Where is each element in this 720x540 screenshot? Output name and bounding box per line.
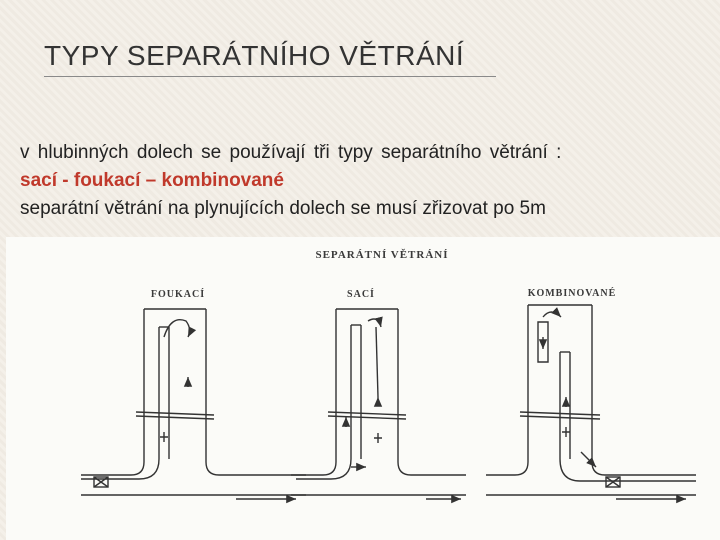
ventilation-diagram bbox=[6, 237, 720, 540]
slide-body bbox=[20, 139, 703, 223]
diagram-kombinovane bbox=[486, 305, 696, 499]
slide-title: TYPY SEPARÁTNÍHO VĚTRÁNÍ bbox=[44, 40, 465, 71]
body-line-1 bbox=[20, 139, 703, 167]
title-underline bbox=[44, 76, 496, 77]
diagram-foukaci bbox=[81, 309, 306, 499]
body-line-3: separátní větrání na plynujících dolech se musí zřizovat po 5m bbox=[20, 198, 546, 219]
body-line-1-text: v hlubinných dolech se používají tři typy separátního větrání : bbox=[20, 142, 562, 163]
ventilation-diagram-svg bbox=[6, 237, 720, 540]
diagram-saci bbox=[291, 309, 466, 499]
body-line-2-highlight: sací - foukací – kombinované bbox=[20, 170, 284, 191]
label-kombinovane: KOMBINOVANÉ bbox=[527, 288, 617, 299]
diagram-heading: SEPARÁTNÍ VĚTRÁNÍ bbox=[315, 249, 449, 261]
label-foukaci: FOUKACÍ bbox=[150, 289, 206, 300]
label-saci: SACÍ bbox=[347, 289, 375, 300]
